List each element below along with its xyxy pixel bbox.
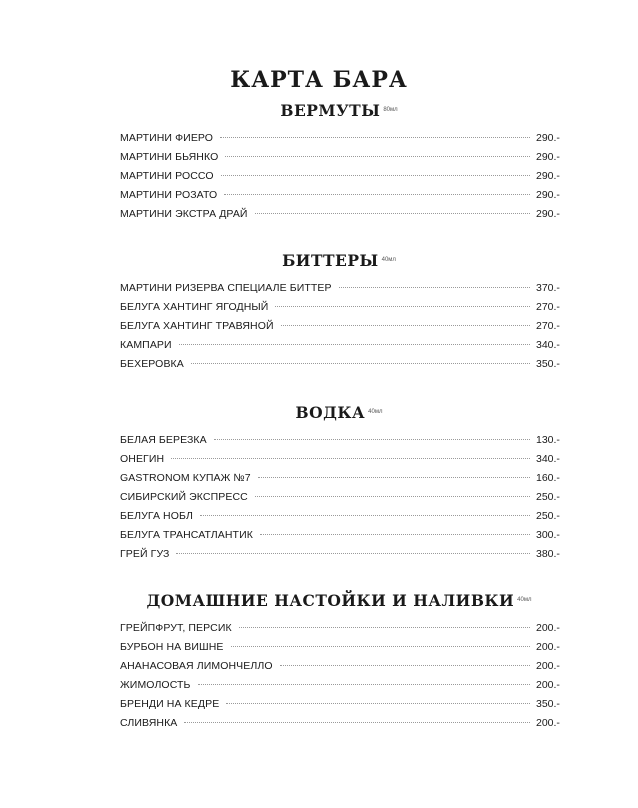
section-heading: [120, 401, 558, 423]
dot-leader: [225, 156, 530, 157]
dot-leader: [275, 306, 530, 307]
dot-leader: [176, 553, 530, 554]
section-vermouths: [120, 99, 558, 224]
item-price: 290.-: [536, 189, 560, 201]
menu-item: [120, 507, 558, 526]
section-bitters: [120, 249, 558, 374]
item-price: 300.-: [536, 529, 560, 541]
dot-leader: [200, 515, 530, 516]
item-price: 370.-: [536, 282, 560, 294]
item-price: 290.-: [536, 132, 560, 144]
section-title: ДОМАШНИЕ НАСТОЙКИ И НАЛИВКИ: [146, 591, 515, 610]
section-tinctures: [120, 589, 558, 733]
dot-leader: [214, 439, 530, 440]
dot-leader: [255, 496, 530, 497]
menu-item: [120, 298, 558, 317]
menu-item: [120, 186, 558, 205]
menu-item: [120, 638, 558, 657]
menu-list: [120, 431, 558, 564]
item-price: 160.-: [536, 472, 560, 484]
section-title: ВОДКА: [295, 403, 366, 422]
menu-item: [120, 526, 558, 545]
menu-item: [120, 431, 558, 450]
dot-leader: [258, 477, 530, 478]
menu-item: [120, 714, 558, 733]
item-name: БЕЛУГА ХАНТИНГ ЯГОДНЫЙ: [120, 301, 269, 313]
item-name: БЕЛУГА ХАНТИНГ ТРАВЯНОЙ: [120, 320, 274, 332]
dot-leader: [184, 722, 530, 723]
dot-leader: [226, 703, 530, 704]
section-volume: 40мл: [368, 409, 383, 415]
item-price: 270.-: [536, 301, 560, 313]
dot-leader: [221, 175, 530, 176]
item-price: 130.-: [536, 434, 560, 446]
menu-list: [120, 129, 558, 224]
section-title: ВЕРМУТЫ: [280, 101, 381, 120]
menu-item: [120, 129, 558, 148]
item-name: GASTRONOM КУПАЖ №7: [120, 472, 251, 484]
item-price: 340.-: [536, 339, 560, 351]
dot-leader: [231, 646, 530, 647]
menu-item: [120, 205, 558, 224]
menu-item: [120, 657, 558, 676]
menu-item: [120, 279, 558, 298]
item-name: ЖИМОЛОСТЬ: [120, 679, 191, 691]
item-name: СЛИВЯНКА: [120, 717, 178, 729]
section-heading: [120, 249, 558, 271]
section-title: БИТТЕРЫ: [282, 251, 379, 270]
dot-leader: [198, 684, 530, 685]
item-price: 350.-: [536, 698, 560, 710]
menu-item: [120, 450, 558, 469]
item-name: АНАНАСОВАЯ ЛИМОНЧЕЛЛО: [120, 660, 273, 672]
dot-leader: [220, 137, 530, 138]
menu-item: [120, 336, 558, 355]
item-price: 340.-: [536, 453, 560, 465]
item-name: МАРТИНИ ЭКСТРА ДРАЙ: [120, 208, 248, 220]
section-heading: [120, 589, 558, 611]
item-name: МАРТИНИ БЬЯНКО: [120, 151, 219, 163]
menu-item: [120, 167, 558, 186]
item-price: 200.-: [536, 717, 560, 729]
item-name: БЕЛАЯ БЕРЕЗКА: [120, 434, 207, 446]
item-name: ОНЕГИН: [120, 453, 165, 465]
menu-list: [120, 619, 558, 733]
item-price: 270.-: [536, 320, 560, 332]
menu-item: [120, 695, 558, 714]
menu-item: [120, 148, 558, 167]
dot-leader: [339, 287, 530, 288]
item-name: МАРТИНИ ФИЕРО: [120, 132, 214, 144]
dot-leader: [191, 363, 530, 364]
item-price: 380.-: [536, 548, 560, 560]
dot-leader: [280, 665, 530, 666]
item-name: ГРЕЙПФРУТ, ПЕРСИК: [120, 622, 232, 634]
item-name: БЕЛУГА НОБЛ: [120, 510, 193, 522]
item-name: ГРЕЙ ГУЗ: [120, 548, 170, 560]
menu-item: [120, 355, 558, 374]
menu-item: [120, 676, 558, 695]
menu-item: [120, 469, 558, 488]
dot-leader: [239, 627, 530, 628]
item-name: МАРТИНИ РИЗЕРВА СПЕЦИАЛЕ БИТТЕР: [120, 282, 332, 294]
section-volume: 40мл: [517, 597, 532, 603]
item-name: БУРБОН НА ВИШНЕ: [120, 641, 224, 653]
item-name: МАРТИНИ РОССО: [120, 170, 214, 182]
item-name: МАРТИНИ РОЗАТО: [120, 189, 218, 201]
menu-item: [120, 488, 558, 507]
dot-leader: [171, 458, 530, 459]
section-heading: [120, 99, 558, 121]
section-volume: 80мл: [383, 107, 398, 113]
menu-item: [120, 619, 558, 638]
item-name: СИБИРСКИЙ ЭКСПРЕСС: [120, 491, 248, 503]
item-price: 290.-: [536, 208, 560, 220]
item-name: КАМПАРИ: [120, 339, 172, 351]
dot-leader: [260, 534, 530, 535]
item-price: 350.-: [536, 358, 560, 370]
item-price: 290.-: [536, 170, 560, 182]
item-name: БЕХЕРОВКА: [120, 358, 184, 370]
item-price: 200.-: [536, 679, 560, 691]
item-name: БЕЛУГА ТРАНСАТЛАНТИК: [120, 529, 253, 541]
menu-item: [120, 545, 558, 564]
dot-leader: [281, 325, 530, 326]
item-name: БРЕНДИ НА КЕДРЕ: [120, 698, 220, 710]
item-price: 200.-: [536, 622, 560, 634]
page-title: КАРТА БАРА: [230, 67, 408, 93]
item-price: 200.-: [536, 641, 560, 653]
dot-leader: [255, 213, 530, 214]
section-volume: 40мл: [381, 257, 396, 263]
section-vodka: [120, 401, 558, 564]
menu-list: [120, 279, 558, 374]
item-price: 200.-: [536, 660, 560, 672]
dot-leader: [179, 344, 530, 345]
item-price: 250.-: [536, 491, 560, 503]
dot-leader: [224, 194, 530, 195]
item-price: 250.-: [536, 510, 560, 522]
item-price: 290.-: [536, 151, 560, 163]
menu-item: [120, 317, 558, 336]
